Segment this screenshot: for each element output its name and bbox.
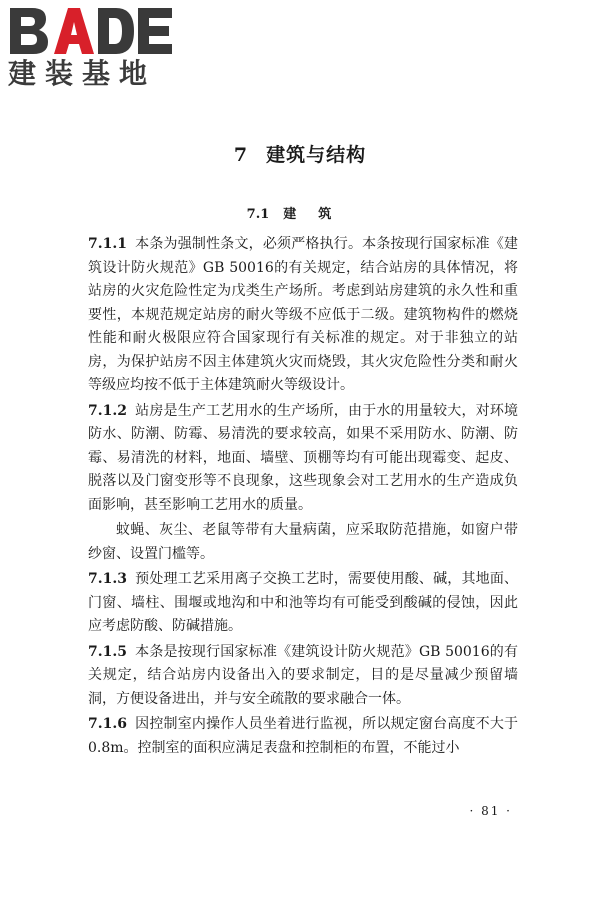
- document-body: [88, 233, 518, 762]
- logo-letter-d: [98, 8, 134, 54]
- section-title: [0, 203, 600, 222]
- clause-text: 本条是按现行国家标准《建筑设计防火规范》GB 50016的有关规定，结合站房内设备出入的要求制定，目的是尽量减少预留墙洞，方便设备进出，并与安全疏散的要求融合一体。: [88, 643, 518, 707]
- clause-number: 7.1.3: [88, 571, 127, 587]
- chapter-title-text: 建筑与结构: [266, 144, 367, 166]
- clause-number: 7.1.6: [88, 716, 127, 732]
- section-number: 7.1: [246, 207, 270, 222]
- clause-7-1-2: [88, 400, 518, 518]
- clause-text: 站房是生产工艺用水的生产场所，由于水的用量较大，对环境防水、防潮、防霉、易清洗的要求较高，如果不采用防水、防潮、防霉、易清洗的材料，地面、墙壁、顶棚等均有可能出现霉变、起皮、脱落以及门窗变形等不良现象，这些现象会对工艺用水的生产造成负面影响，甚至影响工艺用水的质量。: [88, 402, 518, 513]
- chapter-number: 7: [233, 144, 249, 166]
- clause-7-1-3: [88, 568, 518, 639]
- bade-logo-mark: [8, 6, 174, 56]
- clause-7-1-2-continuation: 蚊蝇、灰尘、老鼠等带有大量病菌，应采取防范措施，如窗户带纱窗、设置门槛等。: [88, 522, 518, 562]
- bade-logo: [8, 6, 178, 96]
- clause-text: 预处理工艺采用离子交换工艺时，需要使用酸、碱，其地面、门窗、墙柱、围堰或地沟和中和池等均有可能受到酸碱的侵蚀，因此应考虑防酸、防碱措施。: [88, 571, 518, 634]
- logo-letter-b: [10, 8, 48, 54]
- section-title-text: 建筑: [283, 207, 354, 222]
- clause-number: 7.1.2: [88, 402, 127, 419]
- logo-subtitle: 建装基地: [8, 57, 157, 90]
- clause-7-1-1: [88, 233, 518, 398]
- chapter-title: [0, 140, 600, 167]
- clause-number: 7.1.1: [88, 236, 127, 252]
- logo-letter-e: [138, 8, 172, 54]
- logo-letter-a: [54, 8, 94, 54]
- page-number: · 81 ·: [469, 804, 512, 818]
- clause-7-1-6: [88, 713, 518, 760]
- clause-number: 7.1.5: [88, 643, 127, 660]
- clause-7-1-5: [88, 641, 518, 712]
- clause-text: 因控制室内操作人员坐着进行监视，所以规定窗台高度不大于0.8m。控制室的面积应满足表盘和控制柜的布置，不能过小: [88, 716, 518, 756]
- clause-text: 本条为强制性条文，必须严格执行。本条按现行国家标准《建筑设计防火规范》GB 50016的有关规定，结合站房的具体情况，将站房的火灾危险性定为戊类生产场所。考虑到站房建筑的永久性和重要性，本规范规定站房的耐火等级不应低于二级。建筑物构件的燃烧性能和耐火极限应符合国家现行有关标准的规定。对于非独立的站房，为保护站房不因主体建筑火灾而烧毁，其火灾危险性分类和耐火等级应均按不低于主体建筑耐火等级设计。: [88, 236, 518, 393]
